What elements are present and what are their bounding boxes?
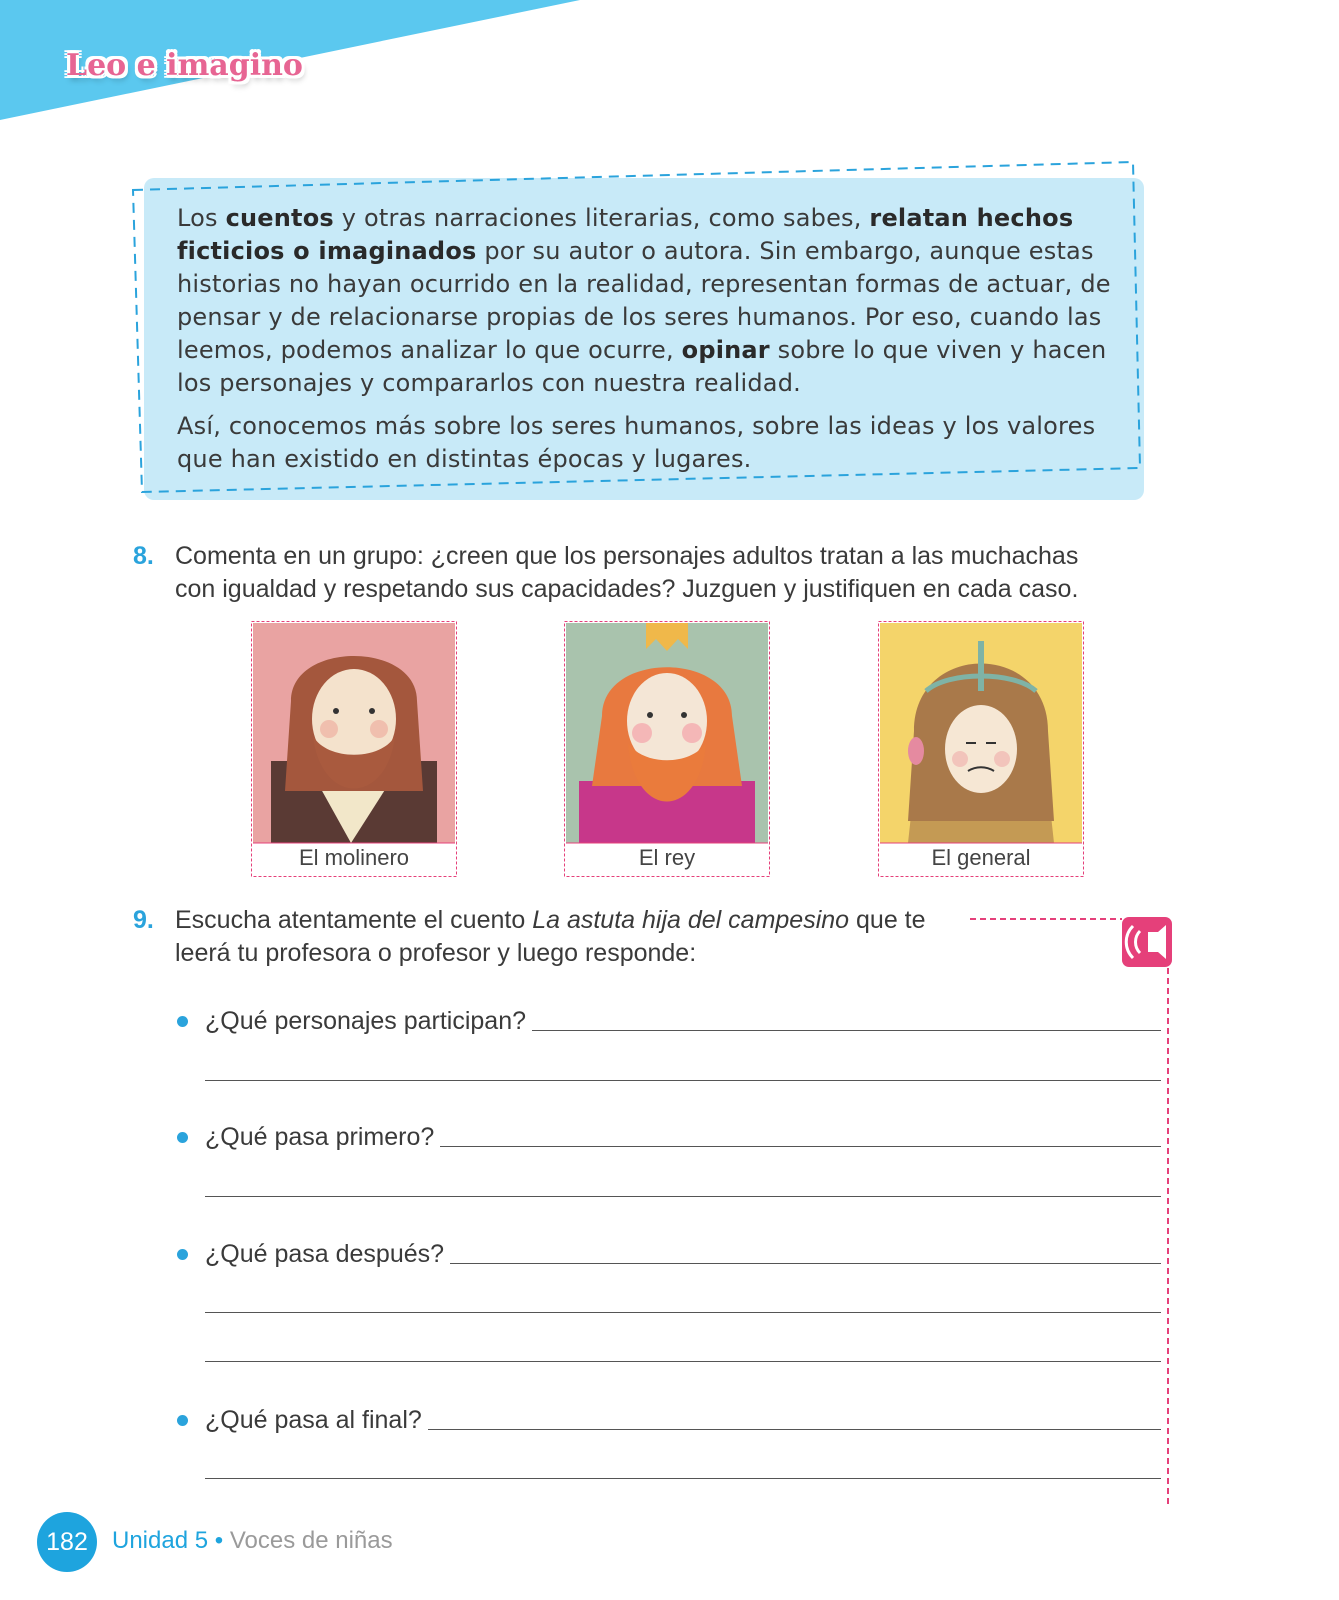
question-number: 9. [133,906,154,934]
bullet [177,1415,188,1426]
footer-unit: Unidad 5 [112,1527,209,1554]
story-title: La astuta hija del campesino [532,906,850,934]
prompt-label: ¿Qué pasa después? [205,1238,450,1270]
audio-guide-line [970,918,1170,1508]
answer-line[interactable] [434,1263,1161,1264]
king-portrait-icon [564,621,770,877]
section-title: Leo e imagino [66,48,303,83]
bullet [177,1016,188,1027]
prompt-label: ¿Qué pasa primero? [205,1121,440,1153]
question-8 [133,540,1123,606]
question-text: Escucha atentamente el cuento La astuta hija del campesino que te leerá tu profesora o profesor y luego responde: [175,906,926,967]
question-9 [133,904,963,970]
portrait-king [564,621,770,877]
page-number: 182 [37,1512,97,1572]
answer-line[interactable] [205,1478,1161,1479]
portrait-general [878,621,1084,877]
info-paragraph-1: Los cuentos y otras narraciones literarias, como sabes, relatan hechos ficticios o imaginados por su autor o autora. Sin embargo, aunque estas historias no hayan ocurrido en la realidad, representan formas de actuar, de pensar y de relacionarse propias de los seres humanos. Por eso, cuando las leemos, podemos analizar lo que ocurre, opinar sobre lo que viven y hacen los personajes y compararlos con nuestra realidad. [177,204,1111,397]
answer-line[interactable] [205,1196,1161,1197]
answer-line[interactable] [412,1429,1161,1430]
question-text: Comenta en un grupo: ¿creen que los personajes adultos tratan a las muchachas con igualdad y respetando sus capacidades? Juzguen y justifiquen en cada caso. [175,542,1079,603]
answer-line[interactable] [205,1312,1161,1313]
bullet [177,1132,188,1143]
prompt-label: ¿Qué pasa al final? [205,1404,428,1436]
bullet [177,1249,188,1260]
portrait-caption: El rey [638,845,696,870]
portrait-caption: El general [931,845,1031,870]
question-number: 8. [133,542,154,570]
info-box [130,160,1160,505]
answer-line[interactable] [430,1146,1161,1147]
footer-unit-title: Voces de niñas [229,1527,393,1554]
answer-line[interactable] [205,1080,1161,1081]
portrait-miller [251,621,457,877]
miller-portrait-icon [251,621,457,877]
info-paragraph-2: Así, conocemos más sobre los seres humanos, sobre las ideas y los valores que han existido en distintas épocas y lugares. [177,412,1096,473]
answer-line[interactable] [520,1030,1161,1031]
info-text [177,202,1127,486]
answer-line[interactable] [205,1361,1161,1362]
footer [112,1526,393,1556]
prompt-label: ¿Qué personajes participan? [205,1005,532,1037]
general-portrait-icon [878,621,1084,877]
portrait-caption: El molinero [298,845,410,870]
footer-separator: • [214,1527,224,1554]
audio-speaker-icon[interactable] [1122,917,1172,967]
